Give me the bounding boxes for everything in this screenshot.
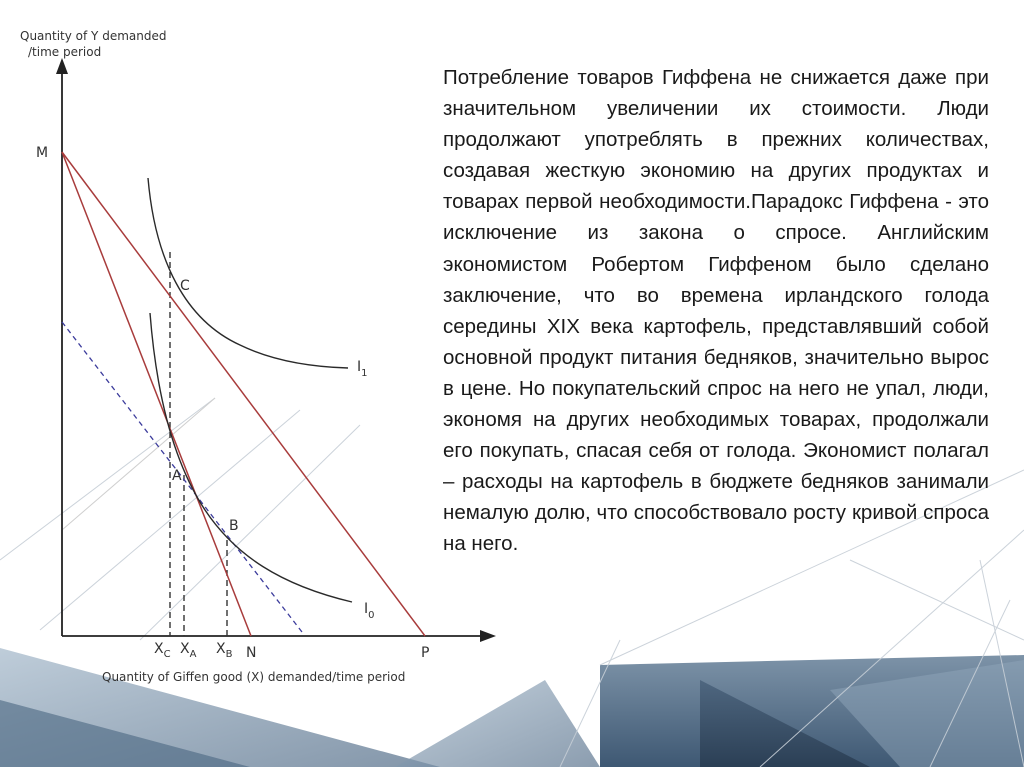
plot-guide-lines <box>62 398 215 530</box>
point-n-label: N <box>246 645 257 661</box>
point-m-label: M <box>36 145 49 161</box>
indifference-curve-i0 <box>150 313 352 602</box>
tick-xa-label: $X_A$ <box>180 641 197 660</box>
curve-i0-label: $I_0$ <box>364 601 375 621</box>
x-axis-title: Quantity of Giffen good (X) demanded/time period <box>102 670 406 684</box>
budget-line-mp <box>62 152 425 636</box>
x-axis-arrow <box>480 630 496 642</box>
indifference-curve-i1 <box>148 178 348 368</box>
budget-line-mn <box>62 152 251 636</box>
point-p-label: P <box>421 645 430 661</box>
point-c-label: C <box>180 278 190 294</box>
body-paragraph: Потребление товаров Гиффена не снижается даже при значительном увеличении их стоимости. Люди продолжают употреблять в прежних количествах, создавая жесткую экономию на других продуктах и товарах первой необходимости.Парадокс Гиффена - это исключение из закона о спросе. Английским экономистом Робертом Гиффеном было сделано заключение, что во времена ирландского голода середины XIX века картофель, представлявший собой основной продукт питания бедняков, значительно вырос в цене. Но покупательский спрос на него не упал, люди, экономя на других необходимых товарах, продолжали его покупать, спасая себя от голода. Экономист полагал – расходы на картофель в бюджете бедняков занимали немалую долю, что способствовало росту кривой спроса на него. <box>443 66 989 556</box>
point-b-label: B <box>229 518 239 534</box>
point-a-label: A <box>172 468 182 484</box>
curve-i1-label: $I_1$ <box>357 359 368 379</box>
y-axis-title-line2: /time period <box>28 45 102 59</box>
y-axis-arrow <box>56 58 68 74</box>
drop-lines <box>170 252 227 636</box>
compensated-budget-line <box>62 322 302 632</box>
y-axis-title-line1: Quantity of Y demanded <box>20 29 167 43</box>
tick-xc-label: $X_C$ <box>154 641 171 660</box>
tick-xb-label: $X_B$ <box>216 641 233 660</box>
